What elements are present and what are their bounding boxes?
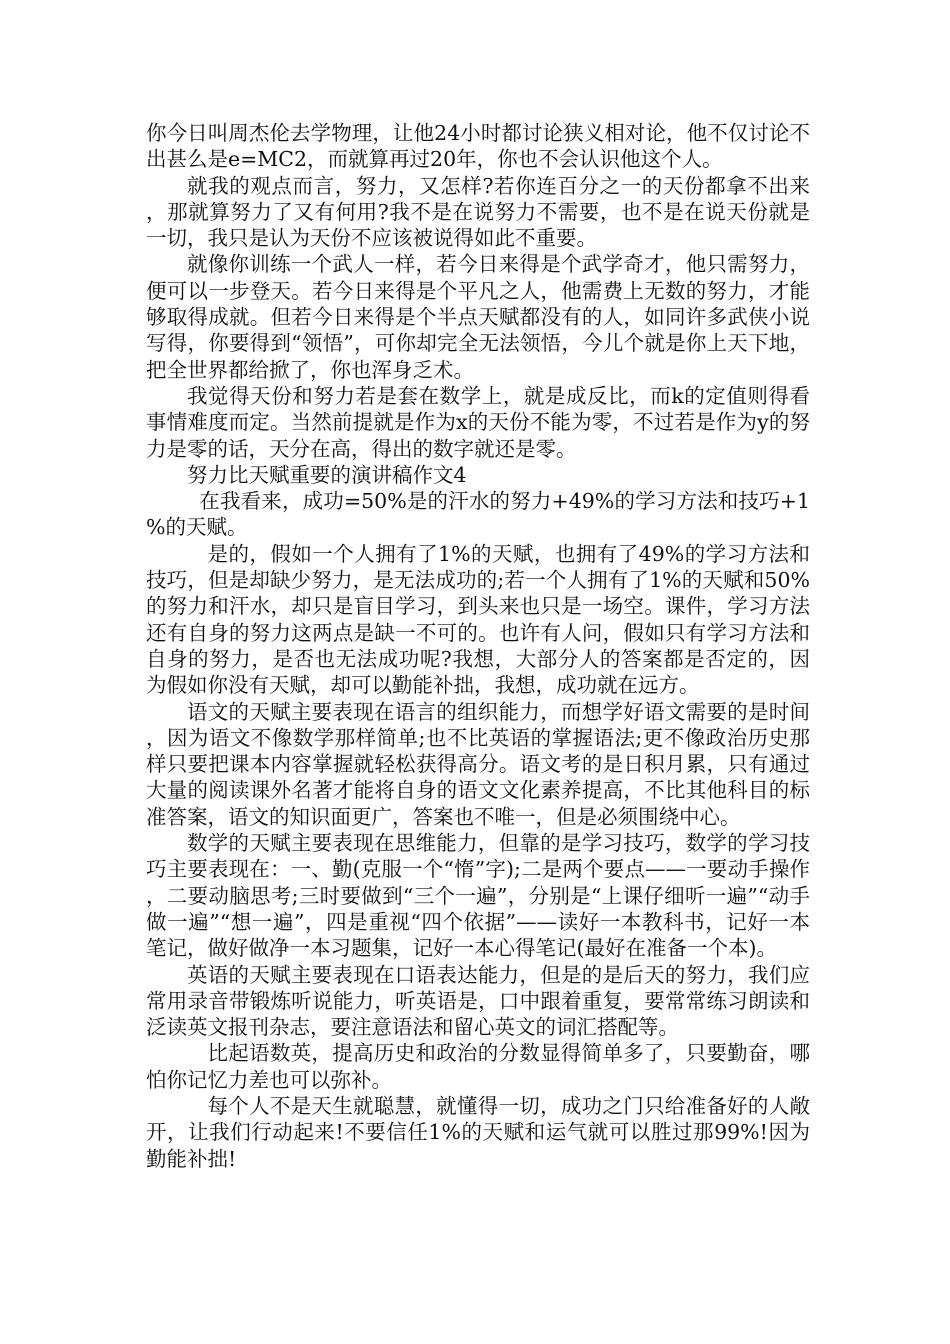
paragraph: 在我看来，成功=50%是的汗水的努力+49%的学习方法和技巧+1%的天赋。 bbox=[146, 489, 810, 540]
paragraph: 每个人不是天生就聪慧，就懂得一切，成功之门只给准备好的人敞开，让我们行动起来!不要信任1%的天赋和运气就可以胜过那99%!因为勤能补拙! bbox=[146, 1093, 810, 1171]
paragraph: 我觉得天份和努力若是套在数学上，就是成反比，而k的定值则得看事情难度而定。当然前提就是作为x的天份不能为零，不过若是作为y的努力是零的话，天分在高，得出的数字就还是零。 bbox=[146, 383, 810, 461]
paragraph: 英语的天赋主要表现在口语表达能力，但是的是后天的努力，我们应常用录音带锻炼听说能力，听英语是，口中跟着重复，要常常练习朗读和泛读英文报刊杂志，要注意语法和留心英文的词汇搭配等。 bbox=[146, 962, 810, 1040]
document-body bbox=[146, 120, 810, 1172]
paragraph: 就像你训练一个武人一样，若今日来得是个武学奇才，他只需努力，便可以一步登天。若今日来得是个平凡之人，他需费上无数的努力，才能够取得成就。但若今日来得是个半点天赋都没有的人，如同许多武侠小说写得，你要得到“领悟”，可你却完全无法领悟，今儿个就是你上天下地，把全世界都给掀了，你也浑身乏术。 bbox=[146, 252, 810, 382]
paragraph: 比起语数英，提高历史和政治的分数显得简单多了，只要勤奋，哪怕你记忆力差也可以弥补。 bbox=[146, 1041, 810, 1092]
paragraph: 语文的天赋主要表现在语言的组织能力，而想学好语文需要的是时间，因为语文不像数学那样简单;也不比英语的掌握语法;更不像政治历史那样只要把课本内容掌握就轻松获得高分。语文考的是日积月累，只有通过大量的阅读课外名著才能将自身的语文文化素养提高，不比其他科目的标准答案，语文的知识面更广，答案也不唯一，但是必须围绕中心。 bbox=[146, 699, 810, 829]
paragraph: 数学的天赋主要表现在思维能力，但靠的是学习技巧，数学的学习技巧主要表现在：一、勤(克服一个“惰”字);二是两个要点——一要动手操作，二要动脑思考;三时要做到“三个一遍”，分别是“上课仔细听一遍”“动手做一遍”“想一遍”，四是重视“四个依据”——读好一本教科书，记好一本笔记，做好做净一本习题集，记好一本心得笔记(最好在准备一个本)。 bbox=[146, 831, 810, 961]
paragraph: 你今日叫周杰伦去学物理，让他24小时都讨论狭义相对论，他不仅讨论不出甚么是e=MC2，而就算再过20年，你也不会认识他这个人。 bbox=[146, 121, 810, 172]
paragraph: 是的，假如一个人拥有了1%的天赋，也拥有了49%的学习方法和技巧，但是却缺少努力，是无法成功的;若一个人拥有了1%的天赋和50%的努力和汗水，却只是盲目学习，到头来也只是一场空。课件，学习方法还有自身的努力这两点是缺一不可的。也许有人问，假如只有学习方法和自身的努力，是否也无法成功呢?我想，大部分人的答案都是否定的，因为假如你没有天赋，却可以勤能补拙，我想，成功就在远方。 bbox=[146, 541, 810, 698]
section-heading: 努力比天赋重要的演讲稿作文4 bbox=[187, 462, 467, 487]
paragraph: 就我的观点而言，努力，又怎样?若你连百分之一的天份都拿不出来，那就算努力了又有何用?我不是在说努力不需要，也不是在说天份就是一切，我只是认为天份不应该被说得如此不重要。 bbox=[146, 173, 810, 251]
